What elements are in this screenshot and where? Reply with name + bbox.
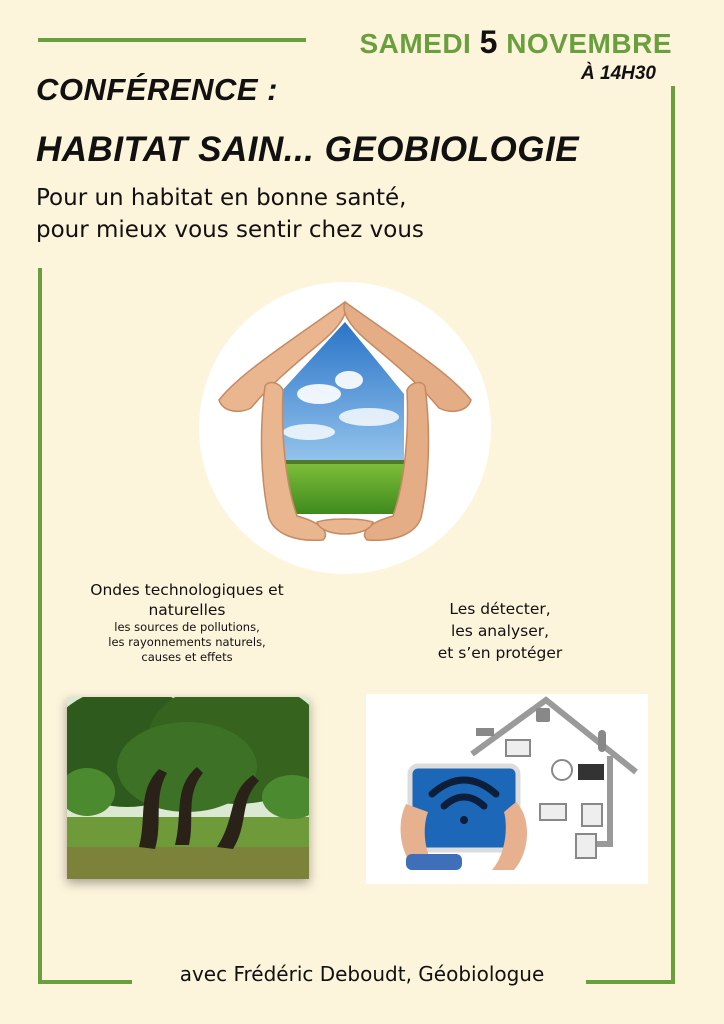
car-icon bbox=[406, 854, 462, 870]
title-line-2: HABITAT SAIN... GEOBIOLOGIE bbox=[36, 130, 580, 169]
subtitle-line-1: Pour un habitat en bonne santé, bbox=[36, 185, 407, 211]
trees-illustration bbox=[67, 697, 309, 879]
date-month: NOVEMBRE bbox=[506, 28, 672, 59]
title-line-1: CONFÉRENCE : bbox=[36, 72, 278, 107]
hands-house-image bbox=[199, 282, 491, 574]
washer-icon bbox=[576, 834, 596, 858]
frame-left-line bbox=[38, 268, 42, 984]
date-weekday: SAMEDI bbox=[359, 28, 472, 59]
protection-caption bbox=[380, 598, 620, 664]
subtitle-line-2: pour mieux vous sentir chez vous bbox=[36, 217, 424, 243]
waves-caption-title-1: Ondes technologiques et bbox=[90, 581, 284, 599]
waves-caption-title-2: naturelles bbox=[148, 601, 226, 619]
waves-caption bbox=[62, 580, 312, 665]
waves-caption-detail-2: les rayonnements naturels, bbox=[108, 635, 266, 649]
event-date bbox=[359, 24, 672, 85]
protection-caption-line-3: et s’en protéger bbox=[437, 644, 563, 662]
speaker-credit: avec Frédéric Deboudt, Géobiologue bbox=[179, 962, 545, 986]
waves-caption-detail-1: les sources de pollutions, bbox=[114, 620, 260, 634]
microwave-icon bbox=[540, 804, 566, 820]
waves-caption-detail-3: causes et effets bbox=[141, 650, 233, 664]
lock-icon bbox=[536, 708, 550, 722]
monitor-icon bbox=[578, 764, 604, 780]
trees-photo bbox=[67, 697, 309, 879]
date-line bbox=[359, 24, 672, 61]
frame-top-line bbox=[38, 38, 306, 42]
thermometer-icon bbox=[598, 730, 606, 752]
protection-caption-line-2: les analyser, bbox=[450, 622, 550, 640]
hands-house-illustration bbox=[199, 282, 491, 574]
date-day: 5 bbox=[479, 24, 498, 60]
oven-icon bbox=[582, 804, 602, 826]
event-time: À 14H30 bbox=[581, 63, 656, 84]
smart-home-image bbox=[366, 694, 648, 884]
frame-right-line bbox=[671, 86, 675, 984]
camera-icon bbox=[476, 728, 494, 736]
subtitle bbox=[36, 182, 424, 246]
smart-home-illustration bbox=[366, 694, 648, 884]
bulb-icon bbox=[552, 760, 572, 780]
protection-caption-line-1: Les détecter, bbox=[449, 600, 551, 618]
laptop-icon bbox=[506, 740, 530, 756]
